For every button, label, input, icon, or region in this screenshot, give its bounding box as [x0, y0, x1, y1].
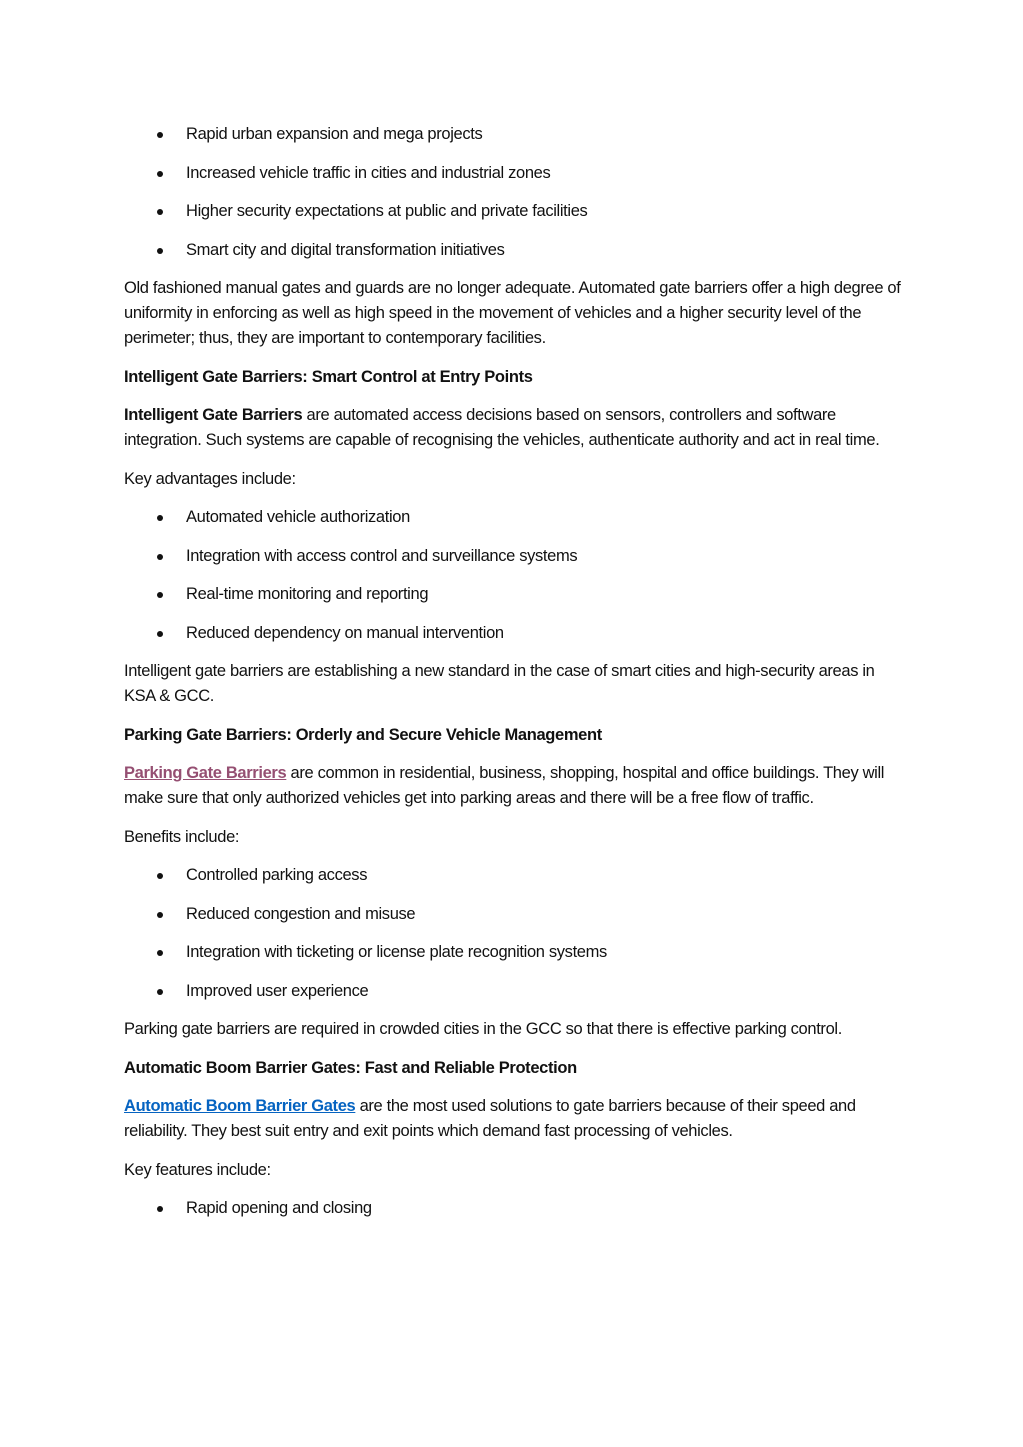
- paragraph-intelligent-closing: Intelligent gate barriers are establishing a new standard in the case of smart cities and high-security areas in KSA & GCC.: [124, 662, 875, 705]
- bullet-icon: [157, 592, 163, 598]
- list-item: Rapid opening and closing: [124, 1196, 904, 1221]
- features-list: [124, 1196, 904, 1221]
- automatic-boom-barrier-gates-link[interactable]: Automatic Boom Barrier Gates: [124, 1097, 356, 1115]
- list-item: Reduced dependency on manual intervention: [124, 621, 904, 646]
- list-item: Improved user experience: [124, 979, 904, 1004]
- paragraph-boom-intro: Automatic Boom Barrier Gates are the most used solutions to gate barriers because of their speed and reliability. They best suit entry and exit points which demand fast processing of vehicles.: [124, 1097, 856, 1140]
- advantages-list: [124, 505, 904, 646]
- list-item: Higher security expectations at public and private facilities: [124, 199, 904, 224]
- bullet-icon: [157, 209, 163, 215]
- bullet-icon: [157, 248, 163, 254]
- paragraph-manual-gates: Old fashioned manual gates and guards are no longer adequate. Automated gate barriers offer a high degree of uniformity in enforcing as well as high speed in the movement of vehicles and a higher security level of the perimeter; thus, they are important to contemporary facilities.: [124, 279, 901, 347]
- benefits-list: [124, 863, 904, 1004]
- list-item: Integration with ticketing or license plate recognition systems: [124, 940, 904, 965]
- list-item: Automated vehicle authorization: [124, 505, 904, 530]
- bold-term: Intelligent Gate Barriers: [124, 406, 303, 424]
- list-item: Increased vehicle traffic in cities and industrial zones: [124, 161, 904, 186]
- bullet-icon: [157, 554, 163, 560]
- list-item: Rapid urban expansion and mega projects: [124, 122, 904, 147]
- bullet-icon: [157, 1206, 163, 1212]
- bullet-icon: [157, 132, 163, 138]
- heading-parking-gate-barriers: Parking Gate Barriers: Orderly and Secure Vehicle Management: [124, 725, 602, 744]
- list-item: Reduced congestion and misuse: [124, 902, 904, 927]
- document-page: [124, 122, 904, 1235]
- paragraph-parking-closing: Parking gate barriers are required in crowded cities in the GCC so that there is effective parking control.: [124, 1020, 842, 1038]
- bullet-icon: [157, 989, 163, 995]
- list-item: Real-time monitoring and reporting: [124, 582, 904, 607]
- bullet-icon: [157, 912, 163, 918]
- bullet-icon: [157, 873, 163, 879]
- bullet-icon: [157, 950, 163, 956]
- list-label: Key features include:: [124, 1160, 271, 1179]
- heading-boom-barrier-gates: Automatic Boom Barrier Gates: Fast and Reliable Protection: [124, 1058, 577, 1077]
- list-label: Key advantages include:: [124, 469, 296, 488]
- parking-gate-barriers-link[interactable]: Parking Gate Barriers: [124, 764, 287, 782]
- list-item: Integration with access control and surveillance systems: [124, 544, 904, 569]
- bullet-icon: [157, 515, 163, 521]
- heading-intelligent-gate-barriers: Intelligent Gate Barriers: Smart Control at Entry Points: [124, 367, 533, 386]
- list-item: Smart city and digital transformation initiatives: [124, 238, 904, 263]
- bullet-icon: [157, 171, 163, 177]
- bullet-icon: [157, 631, 163, 637]
- list-item: Controlled parking access: [124, 863, 904, 888]
- list-label: Benefits include:: [124, 827, 240, 846]
- paragraph-intelligent-intro: Intelligent Gate Barriers are automated access decisions based on sensors, controllers and software integration. Such systems are capable of recognising the vehicles, authenticate authority and act in real time.: [124, 406, 880, 449]
- paragraph-parking-intro: Parking Gate Barriers are common in residential, business, shopping, hospital and office buildings. They will make sure that only authorized vehicles get into parking areas and there will be a free flow of traffic.: [124, 764, 885, 807]
- drivers-list: [124, 122, 904, 263]
